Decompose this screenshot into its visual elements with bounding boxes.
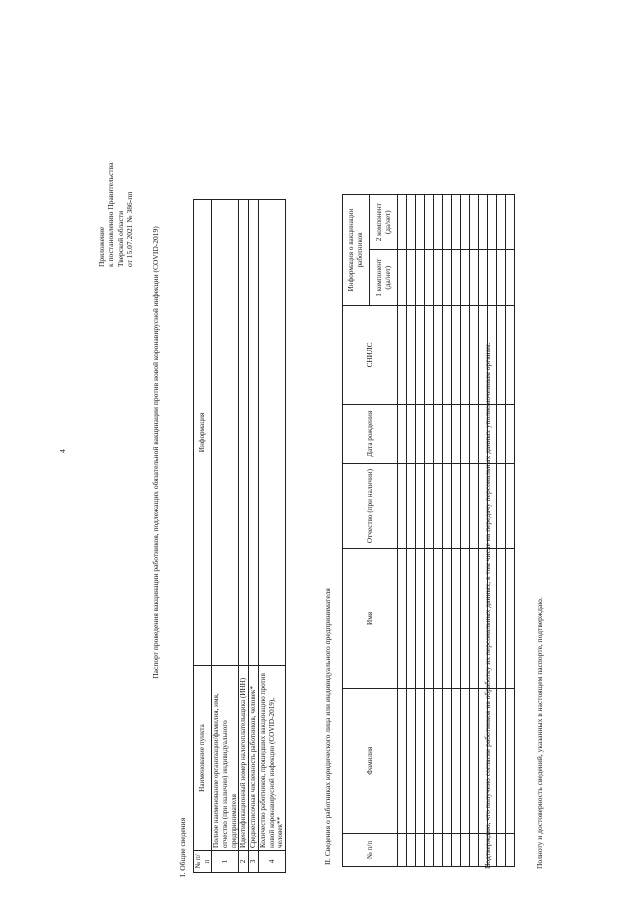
employee-cell[interactable] (497, 688, 506, 833)
employee-cell[interactable] (416, 404, 425, 463)
employee-cell[interactable] (434, 463, 443, 548)
header-birthdate: Дата рождения (343, 404, 398, 463)
employee-cell[interactable] (407, 250, 416, 305)
header-patronymic: Отчество (при наличии) (343, 463, 398, 548)
employee-cell[interactable] (470, 549, 479, 688)
employee-cell[interactable] (443, 404, 452, 463)
employee-cell[interactable] (506, 549, 515, 688)
employee-cell[interactable] (506, 688, 515, 833)
employee-cell[interactable] (407, 463, 416, 548)
employee-cell[interactable] (470, 833, 479, 866)
employee-cell[interactable] (452, 833, 461, 866)
table-row (470, 195, 479, 867)
employee-cell[interactable] (506, 463, 515, 548)
employee-cell[interactable] (479, 250, 488, 305)
info-cell[interactable] (212, 200, 239, 666)
table-row (249, 200, 259, 873)
table-row (407, 195, 416, 867)
consent-confirmation: Подтверждаю, что получено согласие работников на обработку их персональных данных, в том числе на передачу персональных данных уполномоченным органам. (483, 342, 492, 869)
page-number: 4 (58, 449, 67, 453)
employee-cell[interactable] (416, 833, 425, 866)
table-row (212, 200, 239, 873)
general-info-table (193, 199, 286, 873)
employee-cell[interactable] (461, 549, 470, 688)
table-row (259, 200, 286, 873)
table-row (434, 195, 443, 867)
employee-cell[interactable] (479, 195, 488, 250)
employees-table-body (398, 195, 515, 867)
header-num: № п/п (194, 851, 212, 873)
employee-cell[interactable] (443, 688, 452, 833)
employee-cell[interactable] (497, 833, 506, 866)
header-snils: СНИЛС (343, 305, 398, 404)
row-item: Полное наименование организации/фамилия, имя, отчество (при наличии) индивидуального предпринимателя (212, 666, 239, 851)
employee-cell[interactable] (407, 833, 416, 866)
row-item: Идентификационный номер налогоплательщика (ИНН) (239, 666, 249, 851)
employee-cell[interactable] (425, 463, 434, 548)
employee-cell[interactable] (425, 404, 434, 463)
employee-cell[interactable] (497, 463, 506, 548)
table-row (497, 195, 506, 867)
employee-cell[interactable] (443, 250, 452, 305)
employee-cell[interactable] (398, 404, 407, 463)
employee-cell[interactable] (425, 195, 434, 250)
employee-cell[interactable] (506, 250, 515, 305)
employee-cell[interactable] (416, 688, 425, 833)
employee-cell[interactable] (443, 463, 452, 548)
employee-cell[interactable] (398, 250, 407, 305)
employee-cell[interactable] (434, 250, 443, 305)
table-row (398, 195, 407, 867)
employee-cell[interactable] (461, 404, 470, 463)
section2-heading: II. Сведения о работниках юридического лица или индивидуального предпринимателя (323, 588, 332, 865)
table-row (452, 195, 461, 867)
header-num: № п/п (343, 833, 398, 866)
employee-cell[interactable] (407, 549, 416, 688)
employee-cell[interactable] (461, 463, 470, 548)
accuracy-confirmation: Полноту и достоверность сведений, указанных в настоящем паспорте, подтверждаю. (535, 597, 544, 869)
header-info: Информация (194, 200, 212, 666)
employee-cell[interactable] (425, 833, 434, 866)
appendix-line: от 15.07.2021 № 386-пп (125, 191, 135, 267)
employee-cell[interactable] (407, 688, 416, 833)
employee-cell[interactable] (470, 305, 479, 404)
employee-cell[interactable] (443, 549, 452, 688)
employee-cell[interactable] (452, 549, 461, 688)
employee-cell[interactable] (497, 305, 506, 404)
table-row (239, 200, 249, 873)
employee-cell[interactable] (443, 833, 452, 866)
employee-cell[interactable] (461, 195, 470, 250)
employee-cell[interactable] (452, 404, 461, 463)
employee-cell[interactable] (506, 404, 515, 463)
info-cell[interactable] (259, 200, 286, 666)
employee-cell[interactable] (470, 195, 479, 250)
employee-cell[interactable] (398, 195, 407, 250)
employee-cell[interactable] (506, 305, 515, 404)
employee-cell[interactable] (497, 195, 506, 250)
employee-cell[interactable] (416, 305, 425, 404)
employee-cell[interactable] (452, 688, 461, 833)
employee-cell[interactable] (398, 305, 407, 404)
employee-cell[interactable] (452, 463, 461, 548)
employee-cell[interactable] (434, 688, 443, 833)
row-item: Количество работников, прошедших вакцинацию против новой коронавирусной инфекции (COVID-2019), человек** (259, 666, 286, 851)
employee-cell[interactable] (434, 833, 443, 866)
employee-cell[interactable] (497, 549, 506, 688)
section1-heading: I. Общие сведения (178, 817, 187, 877)
employee-cell[interactable] (452, 195, 461, 250)
appendix-line: Тверской области (115, 210, 125, 267)
employee-cell[interactable] (470, 463, 479, 548)
info-cell[interactable] (239, 200, 249, 666)
header-component2: 2 компонент (да/нет) (370, 195, 398, 250)
employee-cell[interactable] (407, 305, 416, 404)
employee-cell[interactable] (398, 688, 407, 833)
appendix-line: к постановлению Правительства (106, 162, 116, 267)
table-row (461, 195, 470, 867)
header-name: Имя (343, 549, 398, 688)
table-row (425, 195, 434, 867)
header-surname: Фамилия (343, 688, 398, 833)
table-header-row (343, 195, 370, 867)
employee-cell[interactable] (488, 195, 497, 250)
table-row (416, 195, 425, 867)
header-component1: 1 компонент (да/нет) (370, 250, 398, 305)
employee-cell[interactable] (434, 404, 443, 463)
row-num: 3 (249, 851, 259, 873)
employee-cell[interactable] (425, 305, 434, 404)
row-num: 1 (212, 851, 239, 873)
employee-cell[interactable] (470, 404, 479, 463)
employee-cell[interactable] (398, 463, 407, 548)
employee-cell[interactable] (470, 688, 479, 833)
header-vaccination: Информация о вакцинации работников (343, 195, 370, 306)
employee-cell[interactable] (506, 833, 515, 866)
employee-cell[interactable] (416, 549, 425, 688)
employee-cell[interactable] (488, 250, 497, 305)
employee-cell[interactable] (398, 549, 407, 688)
employee-cell[interactable] (425, 250, 434, 305)
employee-cell[interactable] (425, 688, 434, 833)
table-row (443, 195, 452, 867)
employee-cell[interactable] (443, 305, 452, 404)
table-header-row (194, 200, 212, 873)
employee-cell[interactable] (407, 404, 416, 463)
appendix-line: Приложение (97, 226, 106, 267)
employee-cell[interactable] (452, 305, 461, 404)
employee-cell[interactable] (443, 195, 452, 250)
appendix-note (97, 163, 135, 267)
employee-cell[interactable] (470, 250, 479, 305)
table-row (506, 195, 515, 867)
employee-cell[interactable] (461, 305, 470, 404)
employee-cell[interactable] (434, 305, 443, 404)
info-cell[interactable] (249, 200, 259, 666)
employee-cell[interactable] (461, 250, 470, 305)
employee-cell[interactable] (461, 688, 470, 833)
row-num: 2 (239, 851, 249, 873)
employee-cell[interactable] (416, 250, 425, 305)
employee-cell[interactable] (407, 195, 416, 250)
employee-cell[interactable] (398, 833, 407, 866)
employee-cell[interactable] (416, 195, 425, 250)
employee-cell[interactable] (425, 549, 434, 688)
employee-cell[interactable] (461, 833, 470, 866)
row-item: Среднесписочная численность работников, человек* (249, 666, 259, 851)
employee-cell[interactable] (497, 404, 506, 463)
employee-cell[interactable] (497, 250, 506, 305)
employee-cell[interactable] (434, 549, 443, 688)
employee-cell[interactable] (416, 463, 425, 548)
employee-cell[interactable] (434, 195, 443, 250)
header-item: Наименование пункта (194, 666, 212, 851)
document-title: Паспорт проведения вакцинации работников, подлежащих обязательной вакцинации против новой коронавирусной инфекции (COVID-2019) (151, 226, 160, 679)
row-num: 4 (259, 851, 286, 873)
employee-cell[interactable] (452, 250, 461, 305)
employee-cell[interactable] (506, 195, 515, 250)
